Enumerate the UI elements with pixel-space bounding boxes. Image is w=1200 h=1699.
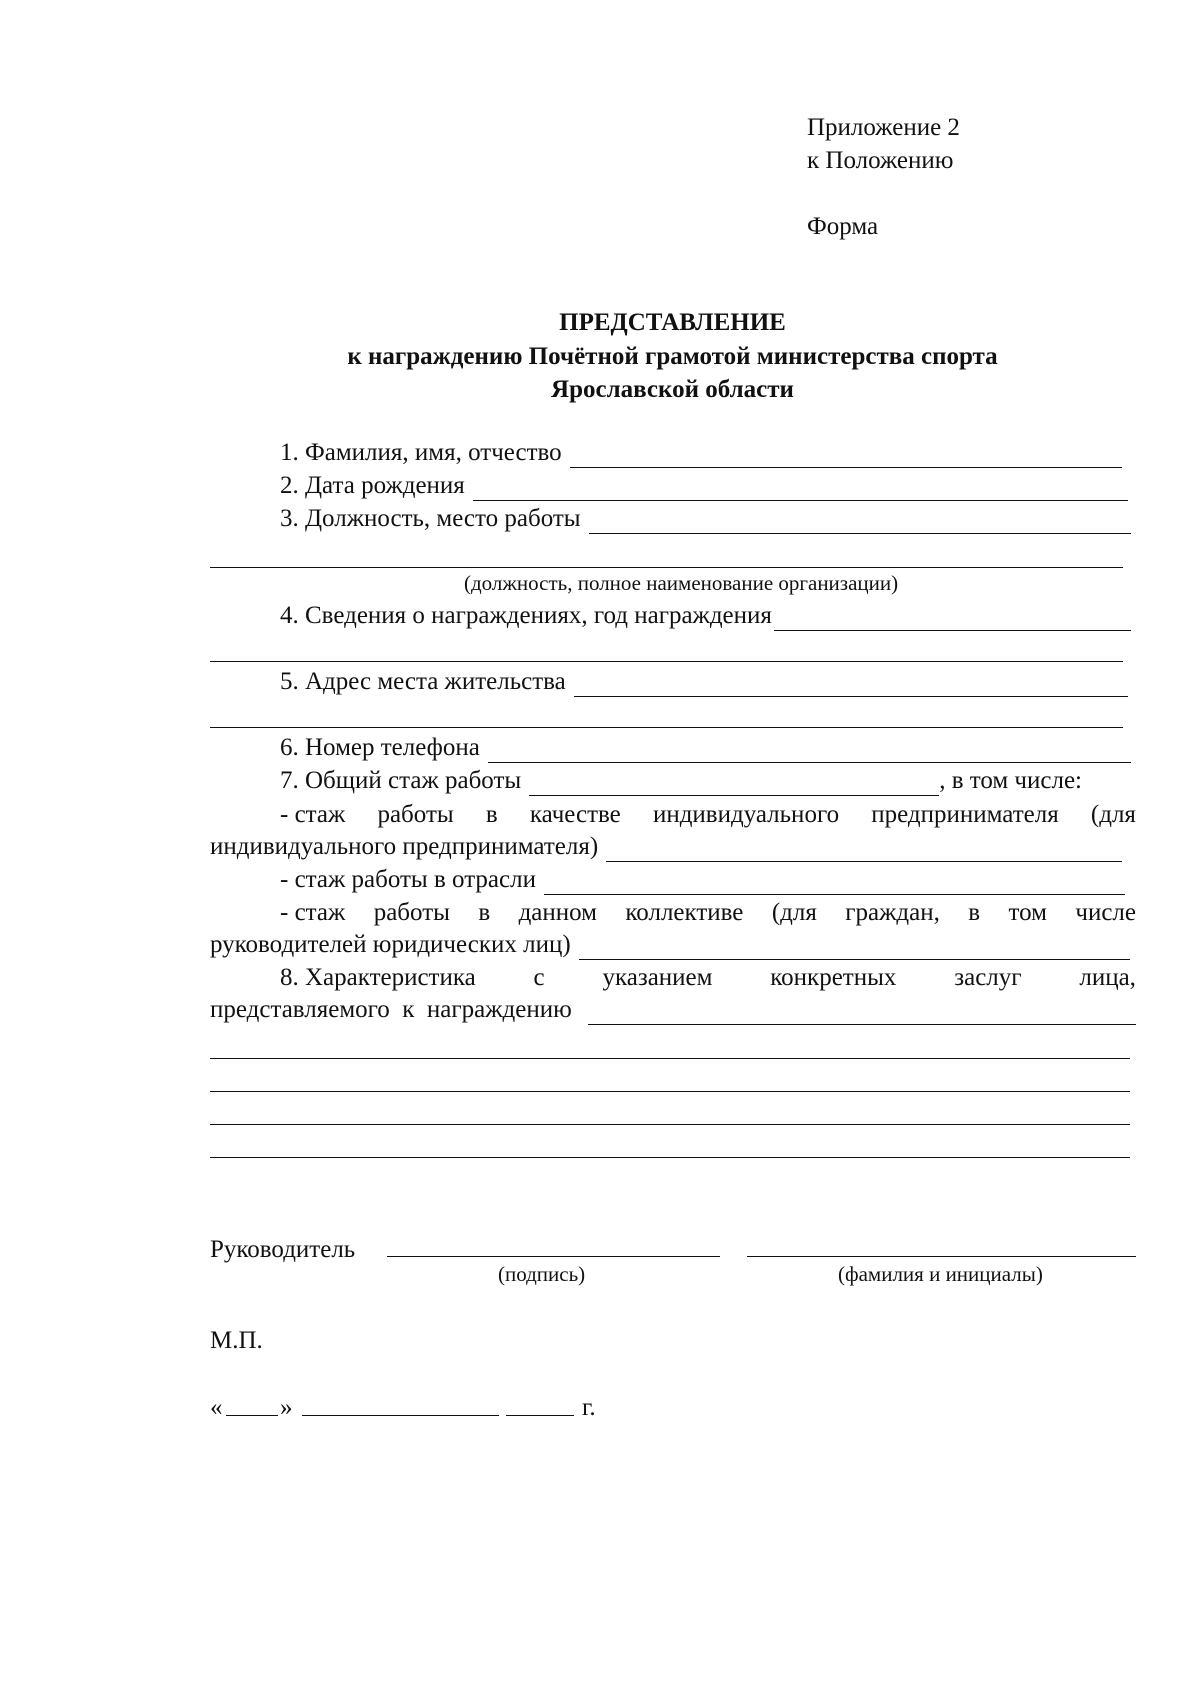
industry-experience-blank[interactable] [544, 870, 1125, 895]
awards-blank-line2[interactable] [210, 661, 1123, 662]
team-experience-label: руководителей юридических лиц) [210, 931, 571, 958]
word: (для [771, 899, 817, 926]
position-blank[interactable] [589, 509, 1131, 534]
quote-close: » [280, 1394, 293, 1421]
word: коллективе [625, 899, 744, 926]
entrepreneur-experience-label: индивидуального предпринимателя) [210, 833, 599, 860]
team-experience-blank[interactable] [579, 935, 1130, 960]
field-team-experience [210, 930, 1130, 960]
appendix-label: Приложение 2 [807, 114, 960, 141]
field-industry-experience [280, 865, 1125, 895]
characteristic-blank[interactable] [588, 1000, 1136, 1025]
word: в [478, 899, 491, 926]
entrepreneur-experience-line1 [280, 800, 1136, 830]
entrepreneur-experience-blank[interactable] [606, 837, 1122, 862]
field-birth-date [280, 471, 1128, 501]
field-entrepreneur-experience [210, 832, 1122, 862]
stamp-label: М.П. [210, 1327, 263, 1354]
position-hint: (должность, полное наименование организации) [464, 571, 899, 595]
position-blank-line2[interactable] [210, 567, 1123, 568]
doc-subtitle-2: Ярославской области [551, 376, 794, 403]
field-position-label: 3. Должность, место работы [280, 505, 581, 532]
word: числе [1075, 899, 1136, 926]
awards-blank[interactable] [774, 606, 1131, 631]
word: качестве [529, 801, 621, 828]
word: указанием [602, 964, 713, 991]
word: - стаж [280, 899, 346, 926]
word: том [1008, 899, 1047, 926]
birth-date-blank[interactable] [473, 476, 1128, 501]
characteristic-blank-line2[interactable] [210, 1058, 1130, 1059]
characteristic-blank-line4[interactable] [210, 1124, 1130, 1125]
word: (для [1090, 801, 1136, 828]
word: предпринимателя [871, 801, 1059, 828]
word: работы [377, 801, 454, 828]
form-label: Форма [807, 213, 879, 240]
word: конкретных [770, 964, 897, 991]
doc-title: ПРЕДСТАВЛЕНИЕ [559, 309, 786, 336]
word: индивидуального [652, 801, 840, 828]
field-full-name [280, 438, 1122, 468]
word: заслуг [954, 964, 1022, 991]
field-phone [280, 733, 1131, 763]
regulation-label: к Положению [807, 147, 954, 174]
field-awards-label: 4. Сведения о награждениях, год награждения [280, 602, 772, 629]
signature-hint: (подпись) [498, 1262, 586, 1286]
field-awards [280, 601, 1131, 631]
quote-open: « [210, 1394, 223, 1421]
field-total-experience [280, 766, 1136, 796]
word: лица, [1079, 964, 1136, 991]
characteristic-label: представляемого к награждению [210, 996, 572, 1023]
phone-blank[interactable] [488, 738, 1131, 763]
field-position [280, 504, 1131, 534]
doc-subtitle-1: к награждению Почётной грамотой министерства спорта [347, 343, 998, 370]
full-name-blank[interactable] [570, 443, 1122, 468]
name-initials-blank[interactable] [747, 1256, 1136, 1257]
team-experience-line1 [280, 898, 1136, 928]
day-blank[interactable] [226, 1415, 278, 1416]
year-blank[interactable] [506, 1415, 574, 1416]
characteristic-blank-line5[interactable] [210, 1157, 1130, 1158]
field-address-label: 5. Адрес места жительства [280, 668, 566, 695]
word: работы [373, 899, 450, 926]
word: - стаж [280, 801, 346, 828]
year-suffix: г. [582, 1394, 596, 1421]
month-blank[interactable] [302, 1415, 499, 1416]
field-total-experience-label: 7. Общий стаж работы [280, 767, 522, 794]
address-blank-line2[interactable] [210, 727, 1123, 728]
field-address [280, 667, 1128, 697]
word: в [968, 899, 981, 926]
characteristic-line1 [280, 963, 1136, 993]
name-initials-hint: (фамилия и инициалы) [838, 1262, 1043, 1286]
head-label: Руководитель [210, 1236, 356, 1263]
field-birth-date-label: 2. Дата рождения [280, 472, 465, 499]
address-blank[interactable] [574, 672, 1128, 697]
word: 8. Характеристика [280, 964, 476, 991]
total-experience-suffix: , в том числе: [939, 767, 1082, 794]
field-characteristic [210, 995, 1136, 1025]
signature-blank[interactable] [387, 1256, 720, 1257]
word: данном [518, 899, 597, 926]
field-full-name-label: 1. Фамилия, имя, отчество [280, 439, 562, 466]
characteristic-blank-line3[interactable] [210, 1091, 1130, 1092]
total-experience-blank[interactable] [529, 771, 939, 796]
industry-experience-label: - стаж работы в отрасли [280, 866, 536, 893]
field-phone-label: 6. Номер телефона [280, 734, 480, 761]
word: с [533, 964, 545, 991]
word: в [485, 801, 498, 828]
word: граждан, [845, 899, 940, 926]
